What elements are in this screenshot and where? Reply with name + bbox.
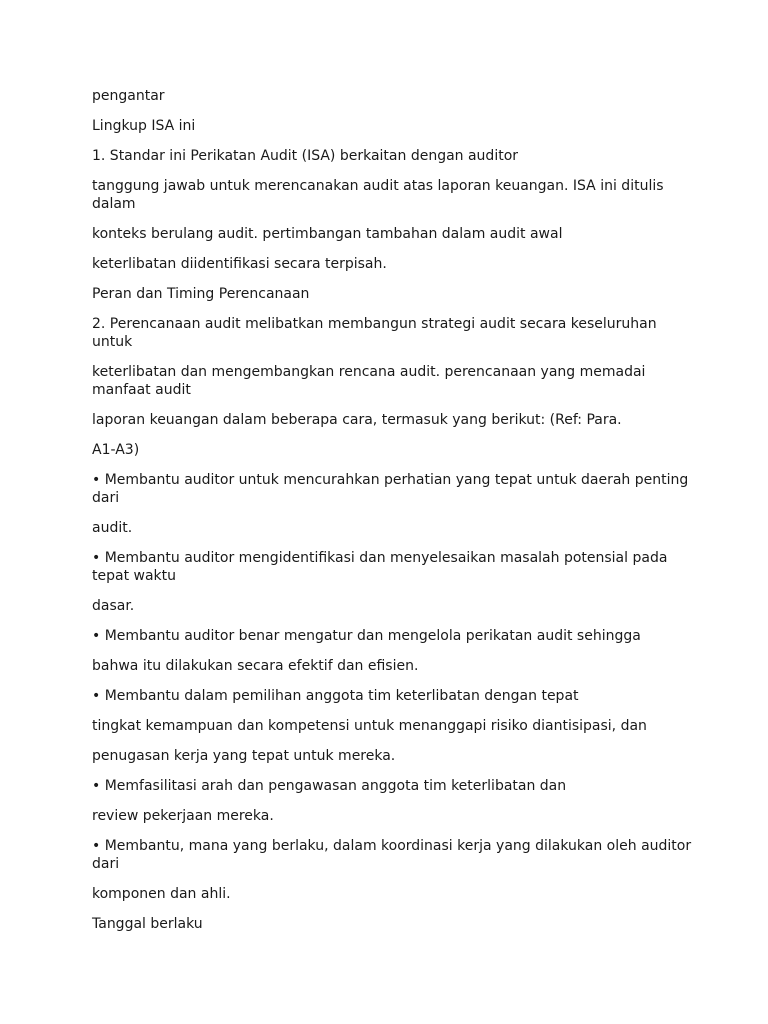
paragraph-intro-heading: pengantar: [92, 88, 165, 104]
paragraph: keterlibatan dan mengembangkan rencana audit. perencanaan yang memadai manfaat audit: [92, 364, 646, 398]
paragraph: 2. Perencanaan audit melibatkan membangun strategi audit secara keseluruhan untuk: [92, 316, 657, 350]
paragraph: tingkat kemampuan dan kompetensi untuk menanggapi risiko diantisipasi, dan: [92, 718, 647, 734]
bullet-item: • Memfasilitasi arah dan pengawasan anggota tim keterlibatan dan: [92, 778, 567, 794]
paragraph: audit.: [92, 520, 133, 536]
paragraph-scope-heading: Lingkup ISA ini: [92, 118, 196, 134]
paragraph: konteks berulang audit. pertimbangan tambahan dalam audit awal: [92, 226, 563, 242]
paragraph: penugasan kerja yang tepat untuk mereka.: [92, 748, 396, 764]
bullet-item: • Membantu, mana yang berlaku, dalam koordinasi kerja yang dilakukan oleh auditor dari: [92, 838, 692, 872]
paragraph: tanggung jawab untuk merencanakan audit atas laporan keuangan. ISA ini ditulis dalam: [92, 178, 664, 212]
paragraph: A1-A3): [92, 442, 140, 458]
bullet-item: • Membantu auditor benar mengatur dan mengelola perikatan audit sehingga: [92, 628, 641, 644]
paragraph: laporan keuangan dalam beberapa cara, termasuk yang berikut: (Ref: Para.: [92, 412, 622, 428]
paragraph-role-heading: Peran dan Timing Perencanaan: [92, 286, 310, 302]
bullet-item: • Membantu auditor untuk mencurahkan perhatian yang tepat untuk daerah penting dari: [92, 472, 689, 506]
paragraph: komponen dan ahli.: [92, 886, 231, 902]
paragraph: bahwa itu dilakukan secara efektif dan efisien.: [92, 658, 419, 674]
paragraph: 1. Standar ini Perikatan Audit (ISA) berkaitan dengan auditor: [92, 148, 519, 164]
paragraph: review pekerjaan mereka.: [92, 808, 274, 824]
paragraph-effective-date-heading: Tanggal berlaku: [92, 916, 203, 932]
bullet-item: • Membantu dalam pemilihan anggota tim keterlibatan dengan tepat: [92, 688, 579, 704]
paragraph: dasar.: [92, 598, 135, 614]
paragraph: keterlibatan diidentifikasi secara terpisah.: [92, 256, 387, 272]
bullet-item: • Membantu auditor mengidentifikasi dan menyelesaikan masalah potensial pada tepat waktu: [92, 550, 668, 584]
